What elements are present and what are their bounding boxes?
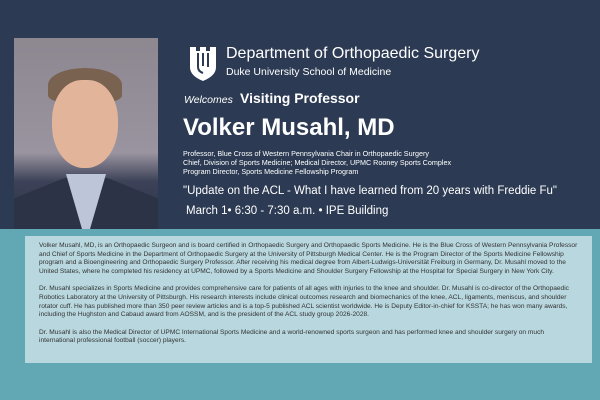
bio-paragraph: Dr. Musahl specializes in Sports Medicine and provides comprehensive care for patients of all ages with injuries to the knee and shoulder. Dr. Musahl is co-director of the Orthopaedic Robotics Laboratory at the University of Pittsburgh. His research interests include clinical outcomes research and biomechanics of the knee, ACL, ligaments, meniscus, and shoulder rotator cuff. He has published more than 350 peer review articles and is a top-5 published ACL scientist worldwide. He is Deputy Editor-in-chief for KSSTA; he has won many awards, including the Hughston and Cabaud award from AOSSM, and is the president of the ACL study group 2026-2028. — [39, 285, 569, 319]
duke-shield-logo-icon — [188, 45, 218, 81]
speaker-title: Professor, Blue Cross of Western Pennsylvania Chair in Orthopaedic Surgery — [183, 149, 429, 158]
talk-title: "Update on the ACL - What I have learned from 20 years with Freddie Fu" — [183, 185, 558, 197]
bio-paragraph: Volker Musahl, MD, is an Orthopaedic Surgeon and is board certified in Orthopaedic Surgery and Orthopaedic Sports Medicine. He is the Blue Cross of Western Pennsylvania Professor and Chief of Sports Medicine in the Department of Orthopaedic Surgery at the University of Pittsburgh Medical Center. He is the Program Director of the Sports Medicine Fellowship program and a Bioengineering and Orthopaedic Surgery Professor. After receiving his medical degree from Albert-Ludwigs-Universität Freiburg in Germany, Dr. Musahl moved to the United States, where he completed his residency at UPMC, followed by a Sports Medicine and Shoulder Surgery Fellowship at the Hospital for Special Surgery in New York City. — [39, 242, 578, 276]
speaker-photo — [14, 38, 158, 229]
speaker-name: Volker Musahl, MD — [183, 114, 395, 141]
bio-paragraph: Dr. Musahl is also the Medical Director of UPMC International Sports Medicine and a world-renowned sports surgeon and has performed knee and shoulder surgery on much international professional football (soccer) players. — [39, 328, 545, 345]
visiting-professor-label: Visiting Professor — [240, 90, 360, 106]
bio-panel — [25, 236, 592, 363]
speaker-title: Program Director, Sports Medicine Fellowship Program — [183, 167, 359, 176]
speaker-title: Chief, Division of Sports Medicine; Medical Director, UPMC Rooney Sports Complex — [183, 158, 452, 167]
welcomes-label: Welcomes — [184, 94, 233, 106]
school-name: Duke University School of Medicine — [226, 66, 392, 78]
event-details: March 1• 6:30 - 7:30 a.m. • IPE Building — [186, 205, 389, 217]
department-name: Department of Orthopaedic Surgery — [226, 45, 480, 62]
